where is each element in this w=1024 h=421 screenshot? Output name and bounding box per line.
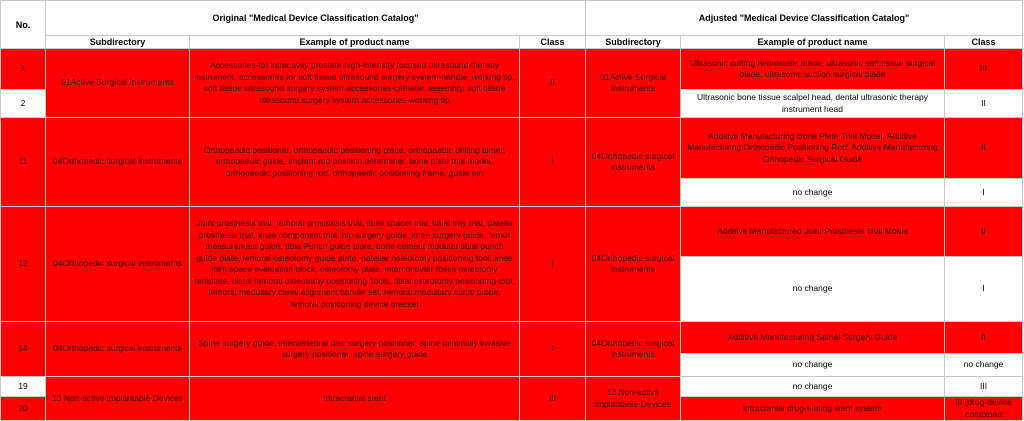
- original-class: III: [520, 377, 586, 421]
- adjusted-class: III: [945, 377, 1023, 397]
- adjusted-example: Ultrasonic bone tissue scalpel head, dental ultrasonic therapy instrument head: [681, 90, 945, 118]
- adjusted-example: no change: [681, 179, 945, 207]
- adjusted-class: II: [945, 90, 1023, 118]
- row-number: 12: [1, 207, 46, 322]
- original-subdirectory: 01Active Surgical Instruments: [46, 49, 190, 118]
- row-number: 11: [1, 118, 46, 207]
- header-adj-example: Example of product name: [681, 36, 945, 49]
- header-original: Original "Medical Device Classification Catalog": [46, 1, 586, 36]
- header-adj-subdirectory: Subdirectory: [586, 36, 681, 49]
- original-class: I: [520, 118, 586, 207]
- adjusted-class: II: [945, 118, 1023, 179]
- original-subdirectory: 04Orthopedic surgical instruments: [46, 207, 190, 322]
- header-no: No.: [1, 1, 46, 49]
- adjusted-example: intracranial drug-eluting stent system: [681, 397, 945, 421]
- original-subdirectory: 13 Non-active implantable Devices: [46, 377, 190, 421]
- original-subdirectory: 04Orthopedic surgical instruments: [46, 118, 190, 207]
- original-example: Orthopaedic positioner, orthopaedic positioning piece, orthopaedic drilling aimer, orthopaedic guide, implant rod position determiner, bone plate trial model, orthopaedic positioning rod, orthopaedic positioning frame, guide pin: [190, 118, 520, 207]
- header-adjusted: Adjusted "Medical Device Classification Catalog": [586, 1, 1023, 36]
- original-example: Joint prosthesis trial, femoral prosthesis trial, tibial spacer trial, tibial tray trial, patella prosthesis trial, knee component trial, hip surgery guide, knee surgery guide, femur measurement guide, tibia Punch guide plate, bone cement modular tibial punch guide plate, femoral osteotomy guide plate, patellar osteotomy positioning tool, knee joint space evaluation block, osteotomy plate, intercondylar fossa osteotomy template, distal femoral osteotomy positioning Tools, tibial osteotomy positioning tool, femoral medullary canal alignment handle set, femoral medullary canal probe, femoral positioning device bracket: [190, 207, 520, 322]
- adjusted-class: II: [945, 207, 1023, 257]
- original-example: Spine surgery guide, intervertebral disc surgery positioner, spine minimally invasive surgery positioner, spine surgery guide: [190, 322, 520, 377]
- original-example: Intracranial stent: [190, 377, 520, 421]
- original-example: Accessories for intracavity prostate high-intensity focused ultrasound therapy instrument, accessories for soft tissue ultrasound surgery system-handle, working tip, soft tissue ultrasound surgery system accessories-catheter assembly, soft tissue ultrasound surgery system accessories-working tip: [190, 49, 520, 118]
- adjusted-example: no change: [681, 257, 945, 322]
- adjusted-class: no change: [945, 354, 1023, 377]
- header-orig-subdirectory: Subdirectory: [46, 36, 190, 49]
- adjusted-subdirectory: 01Active Surgical Instruments: [586, 49, 681, 118]
- adjusted-subdirectory: 04Orthopedic surgical instruments: [586, 207, 681, 322]
- adjusted-class: III (drug-device combined: [945, 397, 1023, 421]
- row-number: 14: [1, 322, 46, 377]
- row-number: 20: [1, 397, 46, 421]
- adjusted-example: Additive Manufactured Joint Prosthesis Trial Model: [681, 207, 945, 257]
- header-orig-example: Example of product name: [190, 36, 520, 49]
- row-number: 2: [1, 90, 46, 118]
- header-adj-class: Class: [945, 36, 1023, 49]
- adjusted-class: I: [945, 179, 1023, 207]
- adjusted-subdirectory: 04Orthopedic surgical instruments: [586, 322, 681, 377]
- adjusted-class: I: [945, 257, 1023, 322]
- adjusted-subdirectory: 04Orthopedic surgical instruments: [586, 118, 681, 207]
- original-class: II: [520, 49, 586, 118]
- original-subdirectory: 04Orthopedic surgical instruments: [46, 322, 190, 377]
- original-class: I: [520, 207, 586, 322]
- original-class: I: [520, 322, 586, 377]
- adjusted-class: II: [945, 322, 1023, 354]
- row-number: 1: [1, 49, 46, 90]
- header-orig-class: Class: [520, 36, 586, 49]
- adjusted-example: Ultrasonic cutting hemostatic blade, ultrasonic soft tissue surgical blade, ultrasonic suction surgical blade: [681, 49, 945, 90]
- adjusted-example: no change: [681, 354, 945, 377]
- adjusted-example: Additive Manufacturing Bone Plate Trial Model, Additive Manufacturing Orthopedic Positioning Rod, Additive Manufacturing Orthopedic Surgical Guide: [681, 118, 945, 179]
- row-number: 19: [1, 377, 46, 397]
- adjusted-example: Additive Manufacturing Spinal Surgery Guide: [681, 322, 945, 354]
- adjusted-class: III: [945, 49, 1023, 90]
- adjusted-subdirectory: 13 Non-active implantable Devices: [586, 377, 681, 421]
- adjusted-example: no change: [681, 377, 945, 397]
